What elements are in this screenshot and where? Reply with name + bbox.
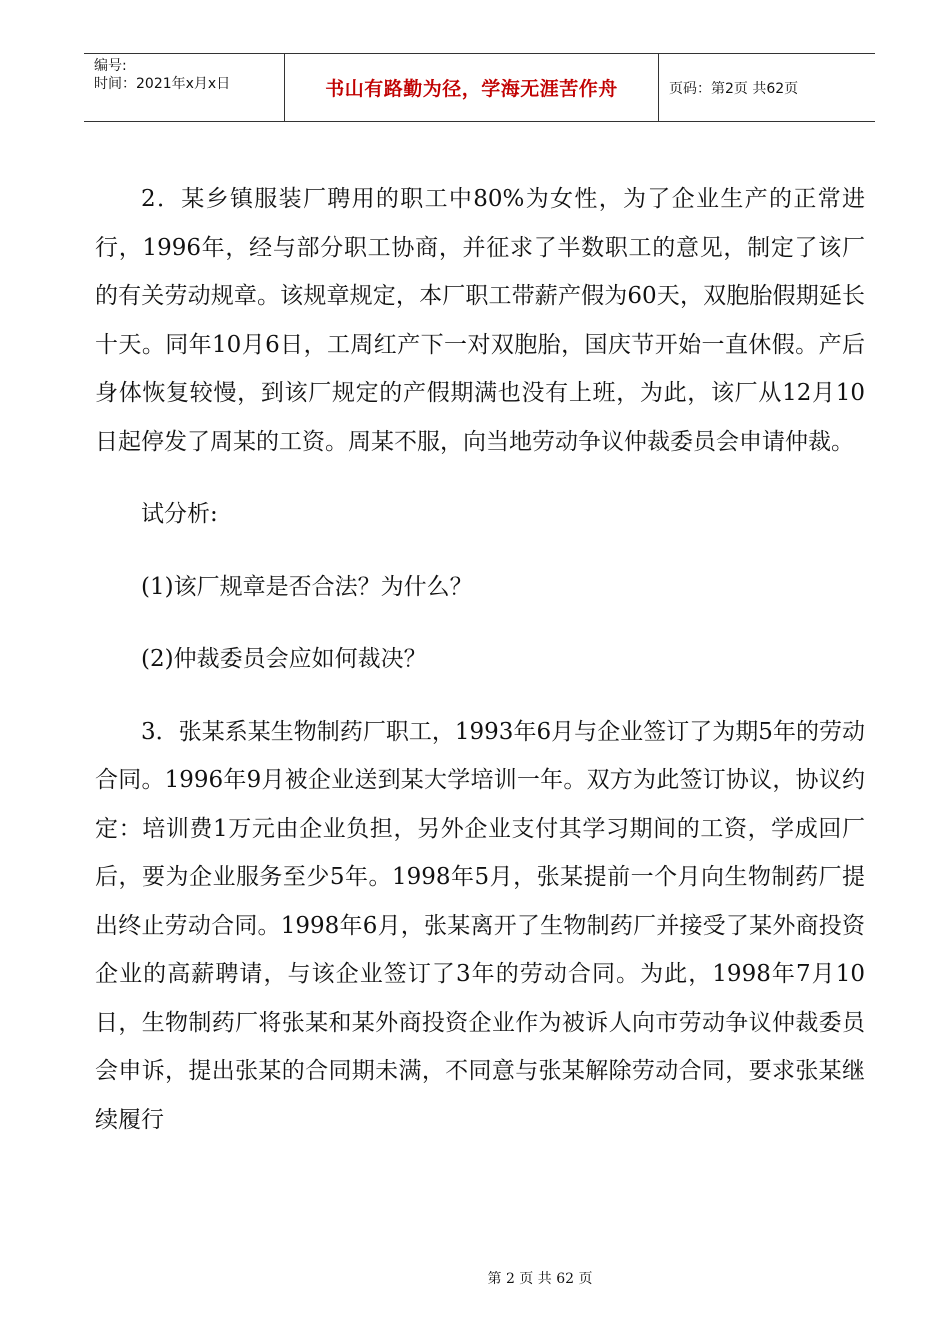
header-page-info: 页码：第2页 共62页	[669, 80, 799, 97]
header-meta	[84, 54, 285, 121]
time-label: 时间：2021年x月x日	[94, 76, 231, 92]
page-footer: 第 2 页 共 62 页	[487, 1271, 593, 1287]
question-1: (1)该厂规章是否合法？为什么？	[141, 573, 473, 600]
document-body	[95, 175, 865, 1144]
analysis-heading: 试分析:	[141, 501, 218, 527]
page-header	[84, 53, 875, 122]
header-motto: 书山有路勤为径，学海无涯苦作舟	[285, 54, 659, 121]
number-label: 编号:	[94, 58, 127, 74]
question-2: (2)仲裁委员会应如何裁决？	[141, 646, 427, 672]
case-paragraph-2: 2．某乡镇服装厂聘用的职工中80%为女性，为了企业生产的正常进行，1996年，经与部分职工协商，并征求了半数职工的意见，制定了该厂的有关劳动规章。该规章规定，本厂职工带薪产假为60天，双胞胎假期延长十天。同年10月6日，工周红产下一对双胞胎，国庆节开始一直休假。产后身体恢复较慢，到该厂规定的产假期满也没有上班，为此，该厂从12月10日起停发了周某的工资。周某不服，向当地劳动争议仲裁委员会申请仲裁。	[95, 186, 865, 455]
case-paragraph-3: 3．张某系某生物制药厂职工，1993年6月与企业签订了为期5年的劳动合同。1996年9月被企业送到某大学培训一年。双方为此签订协议，协议约定：培训费1万元由企业负担，另外企业支付其学习期间的工资，学成回厂后，要为企业服务至少5年。1998年5月，张某提前一个月向生物制药厂提出终止劳动合同。1998年6月，张某离开了生物制药厂并接受了某外商投资企业的高薪聘请，与该企业签订了3年的劳动合同。为此，1998年7月10日，生物制药厂将张某和某外商投资企业作为被诉人向市劳动争议仲裁委员会申诉，提出张某的合同期未满，不同意与张某解除劳动合同，要求张某继续履行	[95, 718, 865, 1133]
